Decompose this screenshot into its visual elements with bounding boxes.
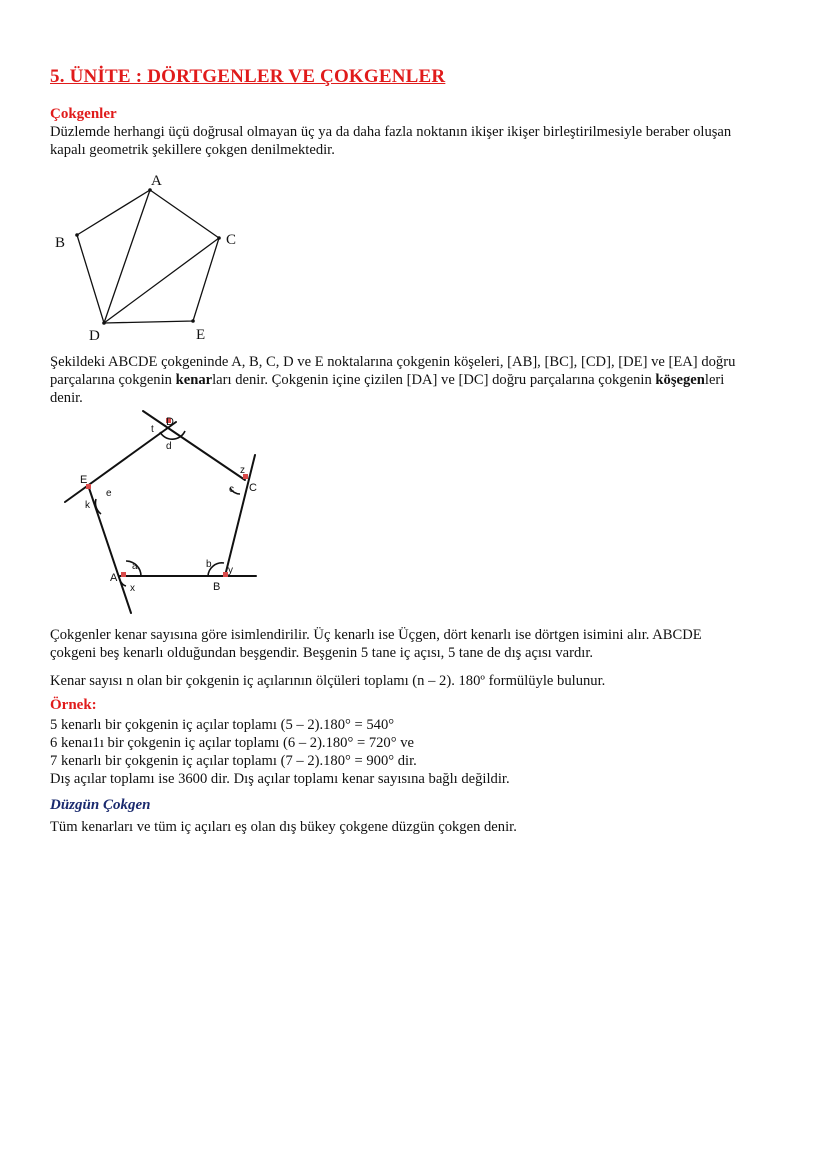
vertex-label-D: D — [89, 328, 100, 344]
text-run: leri — [704, 372, 725, 388]
angle-label-z: z — [240, 465, 245, 476]
paragraph3-line-2: çokgeni beş kenarlı olduğundan beşgendir. Beşgenin 5 tane iç açısı, 5 tane de dış açısı vardır. — [50, 645, 594, 661]
vertex-label-A: A — [151, 173, 162, 189]
definition-line-2: kapalı geometrik şekillere çokgen denilmektedir. — [50, 142, 335, 158]
bold-term-kosegen: köşegen — [655, 372, 705, 388]
angle-label-y: y — [228, 565, 233, 576]
angle-label-c: c — [229, 484, 234, 495]
angle-label-e: e — [106, 488, 112, 499]
section-heading-cokgenler: Çokgenler — [50, 106, 117, 122]
regular-polygon-heading: Düzgün Çokgen — [50, 797, 151, 813]
vertex-label-E: E — [80, 474, 88, 486]
example-line-4: Dış açılar toplamı ise 3600 dir. Dış açılar toplamı kenar sayısına bağlı değildir. — [50, 771, 510, 787]
page-title: 5. ÜNİTE : DÖRTGENLER VE ÇOKGENLER — [50, 66, 446, 87]
example-line-2: 6 kenaı1ı bir çokgenin iç açılar toplamı (6 – 2).180° = 720° ve — [50, 735, 414, 751]
angle-label-b: b — [206, 559, 212, 570]
angle-label-a: a — [132, 561, 138, 572]
example-line-1: 5 kenarlı bir çokgenin iç açılar toplamı (5 – 2).180° = 540° — [50, 717, 395, 733]
vertex-label-C: C — [249, 482, 257, 494]
vertex-label-D: D — [166, 416, 174, 428]
regular-polygon-definition: Tüm kenarları ve tüm iç açıları eş olan dış bükey çokgene düzgün çokgen denir. — [50, 819, 517, 835]
vertex-label-A: A — [110, 572, 118, 584]
angle-label-t: t — [151, 424, 154, 435]
paragraph2-line-3: denir. — [50, 390, 83, 406]
extended-side-DC — [143, 411, 245, 480]
extended-side-ED — [65, 422, 176, 502]
vertex-marker-A — [121, 572, 126, 577]
example-line-3: 7 kenarlı bir çokgenin iç açılar toplamı (7 – 2).180° = 900° dir. — [50, 753, 417, 769]
paragraph2-line-1: Şekildeki ABCDE çokgeninde A, B, C, D ve E noktalarına çokgenin köşeleri, [AB], [BC], [CD], [DE] ve [EA] doğru — [50, 354, 736, 370]
formula-line: Kenar sayısı n olan bir çokgenin iç açılarının ölçüleri toplamı (n – 2). 180º formülüyle bulunur. — [50, 673, 606, 689]
vertex-label-E: E — [196, 327, 206, 343]
angle-label-x: x — [130, 583, 135, 594]
vertex-label-B: B — [55, 235, 66, 251]
text-run: parçalarına çokgenin — [50, 372, 176, 388]
paragraph3-line-1: Çokgenler kenar sayısına göre isimlendirilir. Üç kenarlı ise Üçgen, dört kenarlı ise dörtgen isimini alır. ABCDE — [50, 627, 702, 643]
text-run: ları denir. Çokgenin içine çizilen [DA] ve [DC] doğru parçalarına çokgenin — [212, 372, 656, 388]
angle-label-d: d — [166, 441, 172, 452]
definition-line-1: Düzlemde herhangi üçü doğrusal olmayan üç ya da daha fazla noktanın ikişer ikişer birleştirilmesiyle beraber oluşan — [50, 124, 732, 140]
vertex-label-C: C — [226, 232, 237, 248]
vertex-label-B: B — [213, 581, 221, 593]
angle-label-k: k — [85, 500, 90, 511]
example-heading: Örnek: — [50, 697, 97, 713]
bold-term-kenar: kenar — [175, 372, 213, 388]
